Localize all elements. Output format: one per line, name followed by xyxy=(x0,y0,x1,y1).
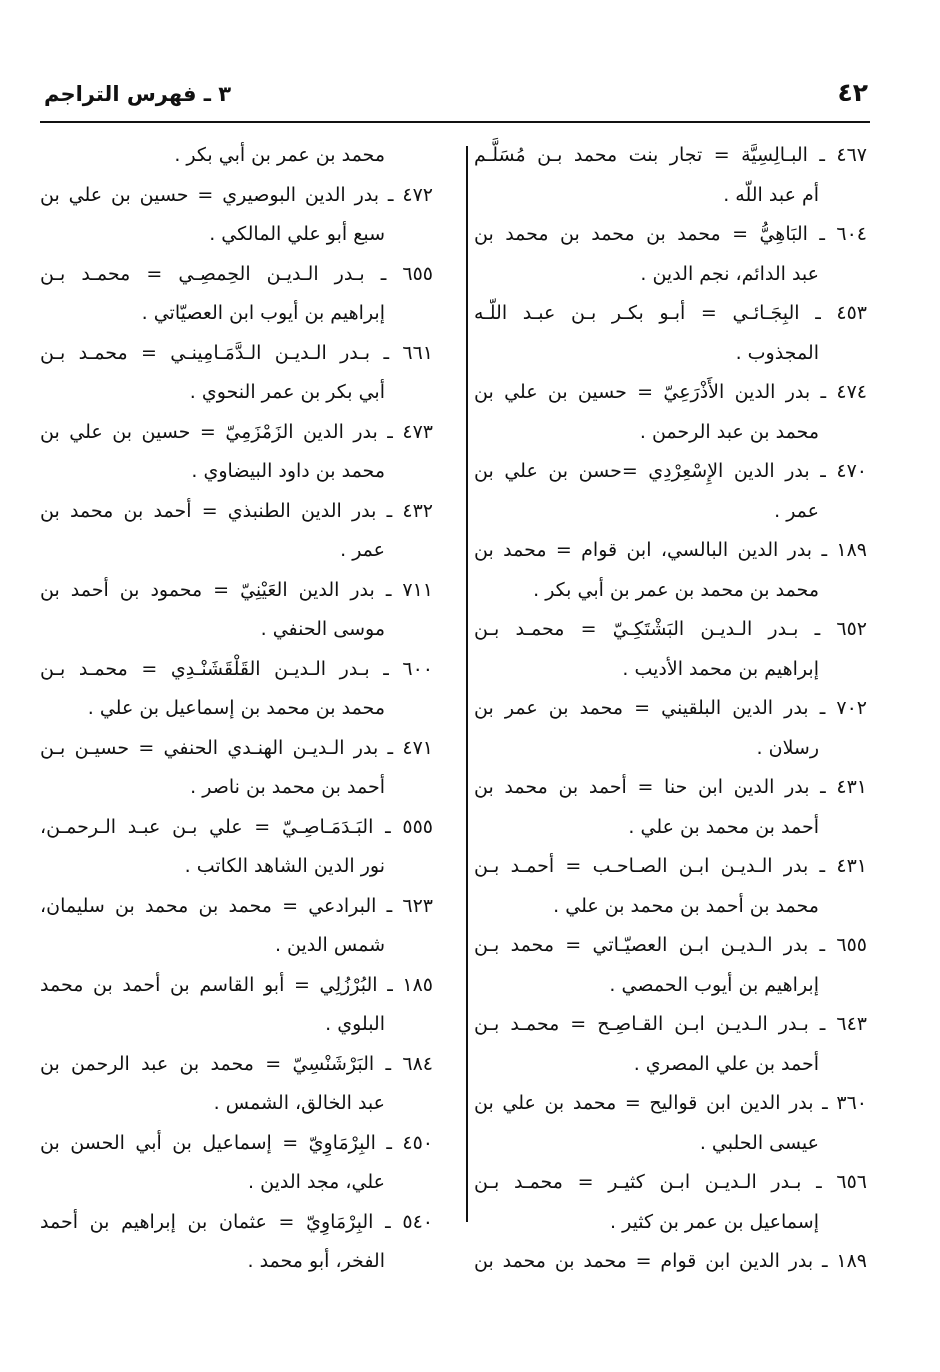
index-entry xyxy=(474,610,867,689)
entry-head: ٤٧٣ ـ بدر الدين الزَمْزَمِيّ = حسين بن علي بن xyxy=(40,420,433,443)
index-entry xyxy=(474,136,867,215)
index-entry xyxy=(40,966,433,1045)
index-entry xyxy=(40,1203,433,1282)
entry-head: ٤٣١ ـ بدر الدين ابن حنا = أحمد بن محمد بن xyxy=(474,776,867,798)
entry-head: ٦٨٤ ـ البَرْشَنْسِيّ = محمد بن عبد الرحمن بن xyxy=(40,1052,433,1075)
entry-continuation: عبد الخالق، الشمس . xyxy=(213,1092,385,1114)
entry-head: ٦٠٤ ـ البَاهِيُّ = محمد بن محمد بن محمد بن xyxy=(474,223,867,245)
index-entry xyxy=(40,650,433,729)
entry-head: ٣٦٠ ـ بدر الدين ابن قواليح = محمد بن علي بن xyxy=(474,1092,867,1114)
entry-continuation: محمد بن عمر بن أبي بكر . xyxy=(174,144,385,166)
entry-head: ١٨٩ ـ بدر الدين البالسي، ابن قوام = محمد بن xyxy=(474,539,867,561)
index-entry xyxy=(474,452,867,531)
entry-continuation: محمد بن محمد بن إسماعيل بن علي . xyxy=(87,697,385,719)
entry-continuation: موسى الحنفي . xyxy=(260,618,385,640)
index-entry xyxy=(40,176,433,255)
entry-continuation: محمد بن عبد الرحمن . xyxy=(639,420,819,443)
entry-continuation: إبراهيم بن أيوب الحمصي . xyxy=(609,973,819,996)
entry-head: ٥٤٠ ـ البِرْمَاوِيّ = عثمان بن إبراهيم بن أحمد xyxy=(40,1210,433,1233)
index-entry xyxy=(474,373,867,452)
entry-head: ٦٥٥ ـ بـدر الـديـن الحِمصِـي = محمـد بـن xyxy=(40,262,433,285)
entry-head: ٧١١ ـ بدر الدين العَيْنِيّ = محمود بن أحمد بن xyxy=(40,578,433,601)
entry-head: ٤٧٢ ـ بدر الدين البوصيري = حسين بن علي بن xyxy=(40,183,433,206)
entry-continuation: نور الدين الشاهد الكاتب . xyxy=(184,855,385,877)
right-column xyxy=(474,136,867,1282)
page-number: ٤٢ xyxy=(837,78,868,107)
index-entry xyxy=(40,887,433,966)
entry-continuation: عمر . xyxy=(774,499,819,522)
entry-head: ٦٦١ ـ بـدر الـديـن الـدَّمَـامِينـي = محمـد بـن xyxy=(40,341,433,364)
index-entry xyxy=(474,1005,867,1084)
entry-continuation: محمد بن داود البيضاوي . xyxy=(191,460,385,482)
index-entry xyxy=(474,847,867,926)
index-entry xyxy=(474,215,867,294)
entry-head: ١٨٩ ـ بدر الدين ابن قوام = محمد بن محمد بن xyxy=(474,1250,867,1272)
entry-head: ٥٥٥ ـ البَـدَمَـاصِـيّ = علي بـن عبـد الـرحمـن، xyxy=(40,815,433,838)
index-entry xyxy=(474,1242,867,1282)
entry-head: ٦٤٣ ـ بـدر الـديـن ابـن القـاصِـح = محمـد بـن xyxy=(474,1013,867,1035)
index-entry xyxy=(474,531,867,610)
entry-continuation: عمر . xyxy=(340,539,385,561)
entry-head: ٤٦٧ ـ البـالِسِيَّة = تجار بنت محمد بـن مُسَلَّـم xyxy=(474,144,867,166)
entry-continuation: إبراهيم بن أيوب ابن العصيّاتي . xyxy=(141,302,385,324)
index-entry xyxy=(40,334,433,413)
entry-continuation: محمد بن أحمد بن محمد بن علي . xyxy=(553,894,819,917)
index-entry xyxy=(40,808,433,887)
header-rule xyxy=(40,121,870,123)
entry-continuation: البلوي . xyxy=(325,1013,385,1035)
entry-head: ٤٣٢ ـ بدر الدين الطنبذي = أحمد بن محمد بن xyxy=(40,499,433,522)
entry-head: ٤٥٠ ـ البِرْمَاوِيّ = إسماعيل بن أبي الحسن بن xyxy=(40,1131,433,1154)
entry-continuation: سبع أبو علي المالكي . xyxy=(209,223,385,245)
entry-continuation: المجذوب . xyxy=(735,341,819,364)
entry-head: ٤٥٣ ـ البِجَـائـي = أبـو بكـر بـن عبـد اللّـه xyxy=(474,302,867,324)
entry-continuation: أم عبد اللّه . xyxy=(723,183,819,206)
index-entry xyxy=(40,413,433,492)
entry-continuation: رسلان . xyxy=(756,736,819,759)
entry-head: ٦٥٦ ـ بـدر الـديـن ابـن كثيـر = محمـد بـن xyxy=(474,1171,867,1193)
entry-continuation: الفخر، أبو محمد . xyxy=(247,1250,385,1272)
entry-continuation: إبراهيم بن محمد الأديب . xyxy=(622,657,819,680)
index-entry xyxy=(40,1045,433,1124)
entry-continuation: علي، مجد الدين . xyxy=(248,1171,385,1193)
entry-head: ٦٠٠ ـ بـدر الـديـن القَلْقَشَنْـدِي = محمـد بـن xyxy=(40,657,433,680)
entry-head: ٦٢٣ ـ البرادعي = محمد بن محمد بن سليمان، xyxy=(40,894,433,917)
index-entry xyxy=(40,255,433,334)
index-entry xyxy=(40,492,433,571)
running-title: ٣ ـ فهرس التراجم xyxy=(44,82,232,106)
entry-head: ٤٣١ ـ بدر الـديـن ابـن الصـاحـب = أحمـد بـن xyxy=(474,855,867,877)
column-divider xyxy=(466,146,468,1222)
entry-head: ٦٥٢ ـ بـدر الـديـن البَشْتَكِـيّ = محمـد بـن xyxy=(474,618,867,640)
index-entry xyxy=(40,729,433,808)
entry-continuation: أحمد بن محمد بن ناصر . xyxy=(190,776,385,798)
entry-continuation: أحمد بن محمد بن علي . xyxy=(628,815,819,838)
index-entry xyxy=(40,1124,433,1203)
page-header xyxy=(38,72,868,120)
entry-continuation: أبي بكر بن عمر النحوي . xyxy=(189,381,385,403)
entry-continuation: عبد الدائم، نجم الدين . xyxy=(640,262,819,285)
entry-head: ٤٧١ ـ بدر الـديـن الهنـدي الحنفي = حسيـن بـن xyxy=(40,736,433,759)
left-column xyxy=(40,136,433,1282)
index-entry xyxy=(40,571,433,650)
entry-continuation: أحمد بن علي المصري . xyxy=(633,1052,819,1075)
index-entry xyxy=(474,689,867,768)
entry-continuation: محمد بن محمد بن عمر بن أبي بكر . xyxy=(533,578,819,601)
entry-continuation: عيسى الحلبي . xyxy=(699,1131,819,1154)
entry-continuation: شمس الدين . xyxy=(274,934,385,956)
index-entry xyxy=(474,294,867,373)
index-entry xyxy=(474,1084,867,1163)
index-entry-carryover xyxy=(40,136,433,176)
index-entry xyxy=(474,768,867,847)
index-entry xyxy=(474,926,867,1005)
entry-head: ١٨٥ ـ البُرْزُلِي = أبو القاسم بن أحمد بن محمد xyxy=(40,973,433,996)
entry-head: ٤٧٠ ـ بدر الدين الإِسْعِرْدِي =حسن بن علي بن xyxy=(474,460,867,482)
entry-head: ٦٥٥ ـ بدر الـديـن ابـن العصيّـاتي = محمد بـن xyxy=(474,934,867,956)
entry-head: ٧٠٢ ـ بدر الدين البلقيني = محمد بن عمر بن xyxy=(474,697,867,719)
entry-continuation: إسماعيل بن عمر بن كثير . xyxy=(610,1210,819,1233)
entry-head: ٤٧٤ ـ بدر الدين الأَذْرَعِيّ = حسين بن علي بن xyxy=(474,381,867,403)
index-entry xyxy=(474,1163,867,1242)
